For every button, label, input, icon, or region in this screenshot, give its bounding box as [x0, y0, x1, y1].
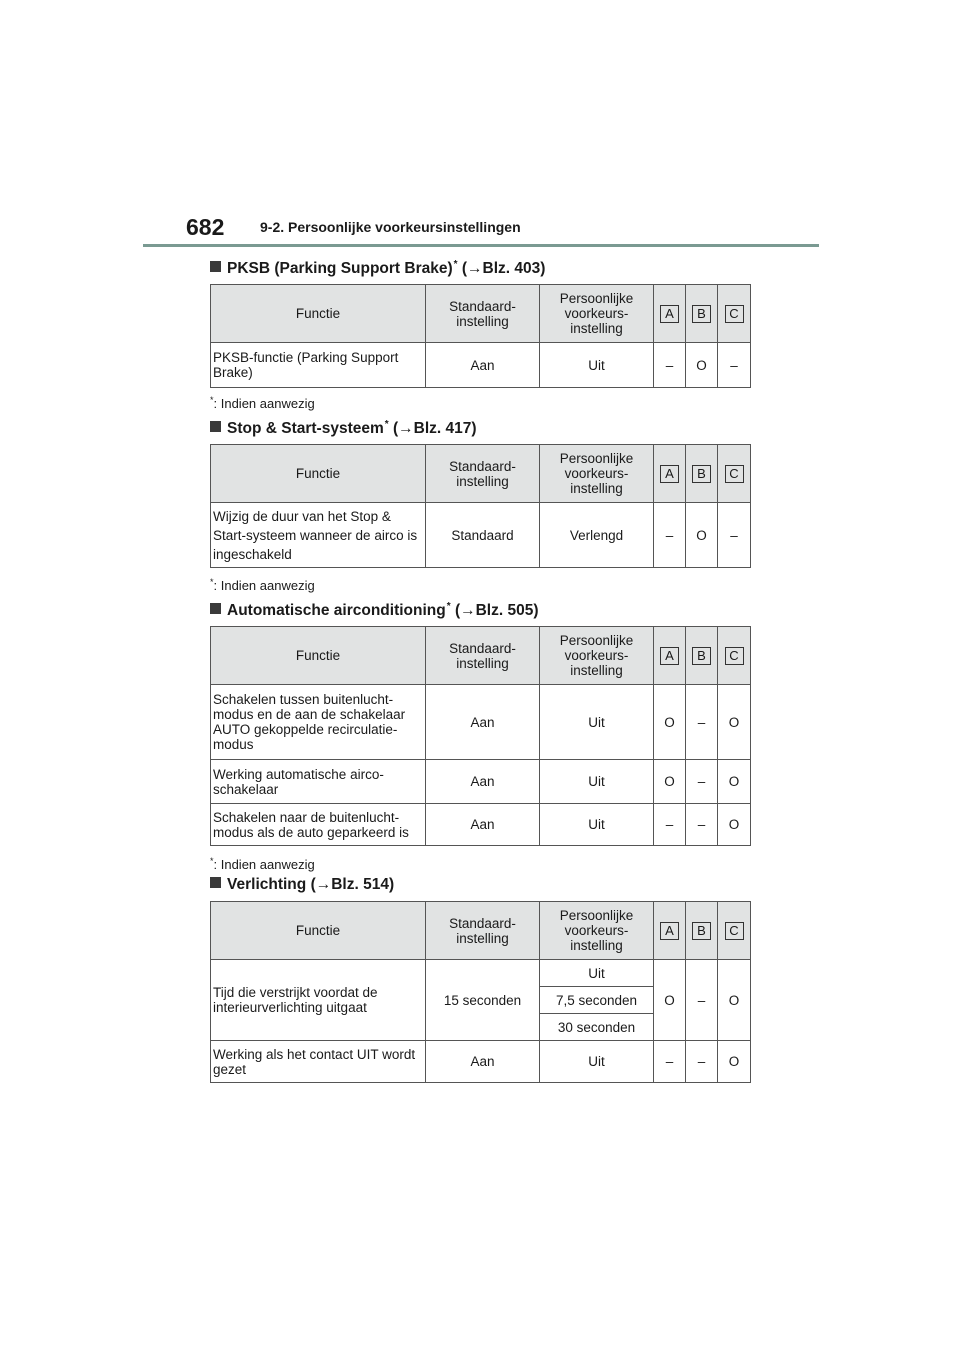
cell-persoonlijke: Uit	[540, 760, 654, 804]
header-standaard: Standaard-instelling	[426, 285, 540, 343]
cell-b: O	[686, 343, 718, 388]
cell-persoonlijke-option: 30 seconden	[540, 1014, 654, 1041]
cell-a: –	[654, 343, 686, 388]
settings-table-verlichting	[210, 901, 751, 1083]
table-row	[211, 503, 751, 568]
header-a: A	[654, 627, 686, 685]
header-functie: Functie	[211, 902, 426, 960]
settings-table-stop-start	[210, 444, 751, 568]
header-rule	[143, 244, 819, 247]
cell-standaard: 15 seconden	[426, 960, 540, 1041]
cell-functie: Schakelen tussen buitenlucht-modus en de aan de schakelaar AUTO gekoppelde recirculatie-modus	[211, 685, 426, 760]
cell-a: O	[654, 685, 686, 760]
header-standaard: Standaard-instelling	[426, 627, 540, 685]
square-bullet-icon	[210, 877, 221, 888]
cell-standaard: Aan	[426, 343, 540, 388]
header-b: B	[686, 445, 718, 503]
square-bullet-icon	[210, 261, 221, 272]
header-functie: Functie	[211, 445, 426, 503]
cell-standaard: Aan	[426, 1041, 540, 1083]
table-row	[211, 685, 751, 760]
page-reference: (→Blz. 417)	[392, 420, 477, 437]
page-reference: (→Blz. 403)	[461, 260, 546, 277]
header-persoonlijke: Persoonlijke voorkeurs-instelling	[540, 627, 654, 685]
header-a: A	[654, 445, 686, 503]
header-persoonlijke: Persoonlijke voorkeurs-instelling	[540, 902, 654, 960]
table-row	[211, 1041, 751, 1083]
header-persoonlijke: Persoonlijke voorkeurs-instelling	[540, 445, 654, 503]
cell-c: O	[718, 1041, 751, 1083]
cell-standaard: Aan	[426, 804, 540, 846]
section-title-stop-start: Stop & Start-systeem* (→Blz. 417)	[210, 419, 477, 438]
page-reference: (→Blz. 505)	[454, 602, 539, 619]
section-title-airconditioning: Automatische airconditioning* (→Blz. 505)	[210, 601, 539, 620]
cell-standaard: Aan	[426, 685, 540, 760]
header-standaard: Standaard-instelling	[426, 902, 540, 960]
settings-table-pksb	[210, 284, 751, 388]
footnote: *: Indien aanwezig	[210, 856, 315, 872]
cell-b: –	[686, 760, 718, 804]
cell-c: O	[718, 760, 751, 804]
cell-c: O	[718, 685, 751, 760]
chapter-title: 9-2. Persoonlijke voorkeursinstellingen	[260, 219, 521, 235]
cell-b: –	[686, 804, 718, 846]
square-bullet-icon	[210, 421, 221, 432]
header-persoonlijke: Persoonlijke voorkeurs-instelling	[540, 285, 654, 343]
cell-functie: PKSB-functie (Parking Support Brake)	[211, 343, 426, 388]
cell-a: O	[654, 760, 686, 804]
cell-standaard: Aan	[426, 760, 540, 804]
cell-persoonlijke: Uit	[540, 685, 654, 760]
cell-c: O	[718, 804, 751, 846]
square-bullet-icon	[210, 603, 221, 614]
cell-b: –	[686, 685, 718, 760]
cell-persoonlijke-option: 7,5 seconden	[540, 987, 654, 1014]
header-a: A	[654, 285, 686, 343]
cell-persoonlijke: Uit	[540, 343, 654, 388]
settings-table-airconditioning	[210, 626, 751, 846]
table-row	[211, 343, 751, 388]
header-functie: Functie	[211, 627, 426, 685]
cell-standaard: Standaard	[426, 503, 540, 568]
cell-functie: Werking automatische airco-schakelaar	[211, 760, 426, 804]
header-b: B	[686, 627, 718, 685]
header-b: B	[686, 285, 718, 343]
cell-a: O	[654, 960, 686, 1041]
cell-functie: Schakelen naar de buitenlucht-modus als de auto geparkeerd is	[211, 804, 426, 846]
cell-c: –	[718, 503, 751, 568]
cell-b: O	[686, 503, 718, 568]
header-c: C	[718, 445, 751, 503]
cell-functie: Tijd die verstrijkt voordat de interieurverlichting uitgaat	[211, 960, 426, 1041]
page-reference: (→Blz. 514)	[310, 876, 395, 893]
page-number: 682	[186, 214, 225, 240]
header-c: C	[718, 627, 751, 685]
cell-a: –	[654, 1041, 686, 1083]
header-c: C	[718, 902, 751, 960]
footnote: *: Indien aanwezig	[210, 577, 315, 593]
header-c: C	[718, 285, 751, 343]
cell-persoonlijke: Verlengd	[540, 503, 654, 568]
header-functie: Functie	[211, 285, 426, 343]
header-b: B	[686, 902, 718, 960]
table-row	[211, 804, 751, 846]
table-row	[211, 960, 751, 987]
section-title-verlichting: Verlichting (→Blz. 514)	[210, 876, 394, 894]
cell-persoonlijke: Uit	[540, 1041, 654, 1083]
cell-functie: Werking als het contact UIT wordt gezet	[211, 1041, 426, 1083]
header-a: A	[654, 902, 686, 960]
cell-persoonlijke-option: Uit	[540, 960, 654, 987]
header-standaard: Standaard-instelling	[426, 445, 540, 503]
cell-c: –	[718, 343, 751, 388]
cell-b: –	[686, 960, 718, 1041]
footnote: *: Indien aanwezig	[210, 395, 315, 411]
cell-functie: Wijzig de duur van het Stop & Start-systeem wanneer de airco is ingeschakeld	[211, 503, 426, 568]
table-row	[211, 760, 751, 804]
cell-a: –	[654, 503, 686, 568]
cell-a: –	[654, 804, 686, 846]
section-title-pksb: PKSB (Parking Support Brake)* (→Blz. 403)	[210, 259, 545, 278]
cell-persoonlijke: Uit	[540, 804, 654, 846]
cell-c: O	[718, 960, 751, 1041]
cell-b: –	[686, 1041, 718, 1083]
